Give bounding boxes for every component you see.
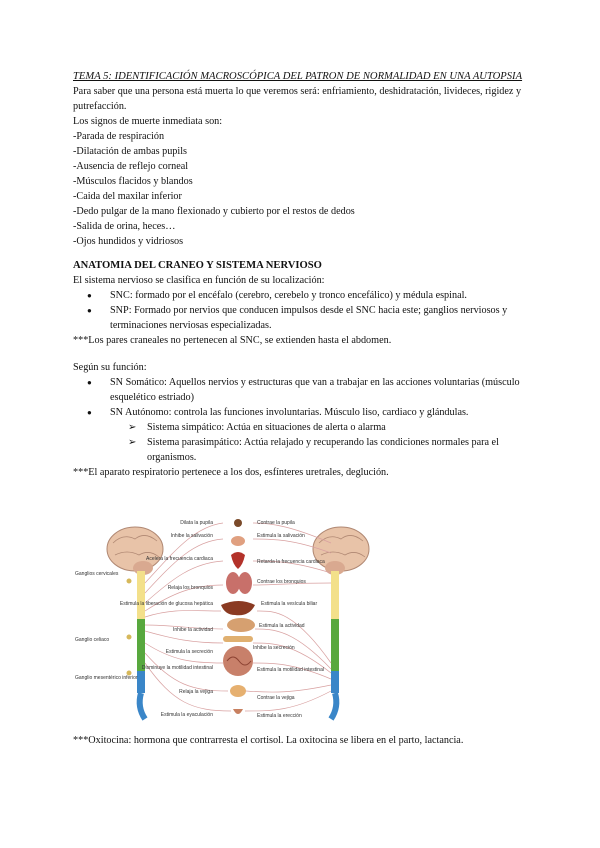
section-heading: ANATOMIA DEL CRANEO Y SISTEMA NERVIOSO xyxy=(73,260,322,271)
autonomic-sublist xyxy=(73,420,533,465)
list-item: ● SN Somático: Aquellos nervios y estructuras que van a trabajar en las acciones voluntarias (músculo esquelético estriado) xyxy=(73,375,533,405)
label-contrae-vejiga: Contrae la vejiga xyxy=(257,695,295,701)
list-item: -Dilatación de ambas pupils xyxy=(73,146,188,157)
location-list xyxy=(73,288,533,333)
note-cranial: ***Los pares craneales no pertenecen al SNC, se extienden hasta el abdomen. xyxy=(73,335,392,346)
label-estimula-actividad: Estimula la actividad xyxy=(259,623,305,629)
label-inhibe-salivacion: Inhibe la salivación xyxy=(170,533,213,539)
label-estimula-motilidad: Estimula la motilidad intestinal xyxy=(257,667,324,673)
label-inhibe-actividad: Inhibe la actividad xyxy=(172,627,213,633)
list-item: -Parada de respiración xyxy=(73,131,165,142)
label-contrae-bronquios: Contrae los bronquios xyxy=(257,579,306,585)
list-item: -Ausencia de reflejo corneal xyxy=(73,161,189,172)
label-estimula-secrecion: Estimula la secreción xyxy=(165,649,213,655)
label-disminuye-motilidad: Disminuye la motilidad intestinal xyxy=(141,665,213,671)
function-header: Según su función: xyxy=(73,362,147,373)
list-item: ➢ Sistema parasimpático: Actúa relajado y recuperando las condiciones normales para el organismos. xyxy=(73,435,533,465)
label-ganglio-mesenterico: Ganglio mesentérico inferior xyxy=(75,675,138,681)
list-item: -Salida de orina, heces… xyxy=(73,221,176,232)
label-retarda-frecuencia: Retarda la frecuencia cardiaca xyxy=(257,559,325,565)
label-ganglios-cervicales: Ganglios cervicales xyxy=(75,571,119,577)
label-inhibe-secrecion: Inhibe la secreción xyxy=(253,645,295,651)
label-ganglio-celiaco: Ganglio celiaco xyxy=(75,637,110,643)
page-title: TEMA 5: IDENTIFICACIÓN MACROSCÓPICA DEL PATRON DE NORMALIDAD EN UNA AUTOPSIA xyxy=(73,71,523,82)
nervous-system-diagram xyxy=(73,513,388,727)
document-page xyxy=(73,70,533,480)
list-item: -Ojos hundidos y vidriosos xyxy=(73,236,184,247)
autonomic-nervous-system-figure xyxy=(73,513,388,727)
label-dilata-pupila: Dilata la pupila xyxy=(180,520,213,526)
label-glucosa-hepatica: Estimula la liberación de glucosa hepática xyxy=(119,601,213,607)
list-item: -Dedo pulgar de la mano flexionado y cubierto por el restos de dedos xyxy=(73,206,355,217)
list-item: -Caida del maxilar inferior xyxy=(73,191,182,202)
signs-list xyxy=(73,129,533,249)
label-relaja-bronquios: Relaja los bronquios xyxy=(167,585,213,591)
location-intro: El sistema nervioso se clasifica en función de su localización: xyxy=(73,275,325,286)
list-item: ● SNC: formado por el encéfalo (cerebro, cerebelo y tronco encefálico) y médula espinal. xyxy=(73,288,533,303)
list-item: ● SN Autónomo: controla las funciones involuntarias. Músculo liso, cardiaco y glándulas. xyxy=(73,405,533,420)
function-list xyxy=(73,375,533,420)
list-item: ➢ Sistema simpático: Actúa en situaciones de alerta o alarma xyxy=(73,420,533,435)
list-item: -Músculos flacidos y blandos xyxy=(73,176,193,187)
label-acelera-frecuencia: Acelera la frecuencia cardiaca xyxy=(146,556,213,562)
note-oxitocina: ***Oxitocina: hormona que contrarresta el cortisol. La oxitocina se libera en el parto, lactancia. xyxy=(73,735,464,746)
label-relaja-vejiga: Relaja la vejiga xyxy=(179,689,213,695)
list-item: ● SNP: Formado por nervios que conducen impulsos desde el SNC hacia este; ganglios nerviosos y terminaciones nerviosas especializadas. xyxy=(73,303,533,333)
label-estimula-salivacion: Estimula la salivación xyxy=(257,533,305,539)
signs-header: Los signos de muerte inmediata son: xyxy=(73,116,223,127)
label-contrae-pupila: Contrae la pupila xyxy=(257,520,295,526)
label-estimula-ereccion: Estimula la erección xyxy=(257,713,302,719)
note-respiratory: ***El aparato respiratorio pertenece a los dos, esfínteres uretrales, deglución. xyxy=(73,467,389,478)
intro-paragraph: Para saber que una persona está muerta lo que veremos será: enfriamiento, deshidratación, livideces, rigidez y putrefacción. xyxy=(73,86,522,112)
label-estimula-eyaculacion: Estimula la eyaculación xyxy=(160,712,213,718)
note-oxitocina-container xyxy=(73,733,463,748)
label-vesicula-biliar: Estimula la vesícula biliar xyxy=(261,601,318,607)
